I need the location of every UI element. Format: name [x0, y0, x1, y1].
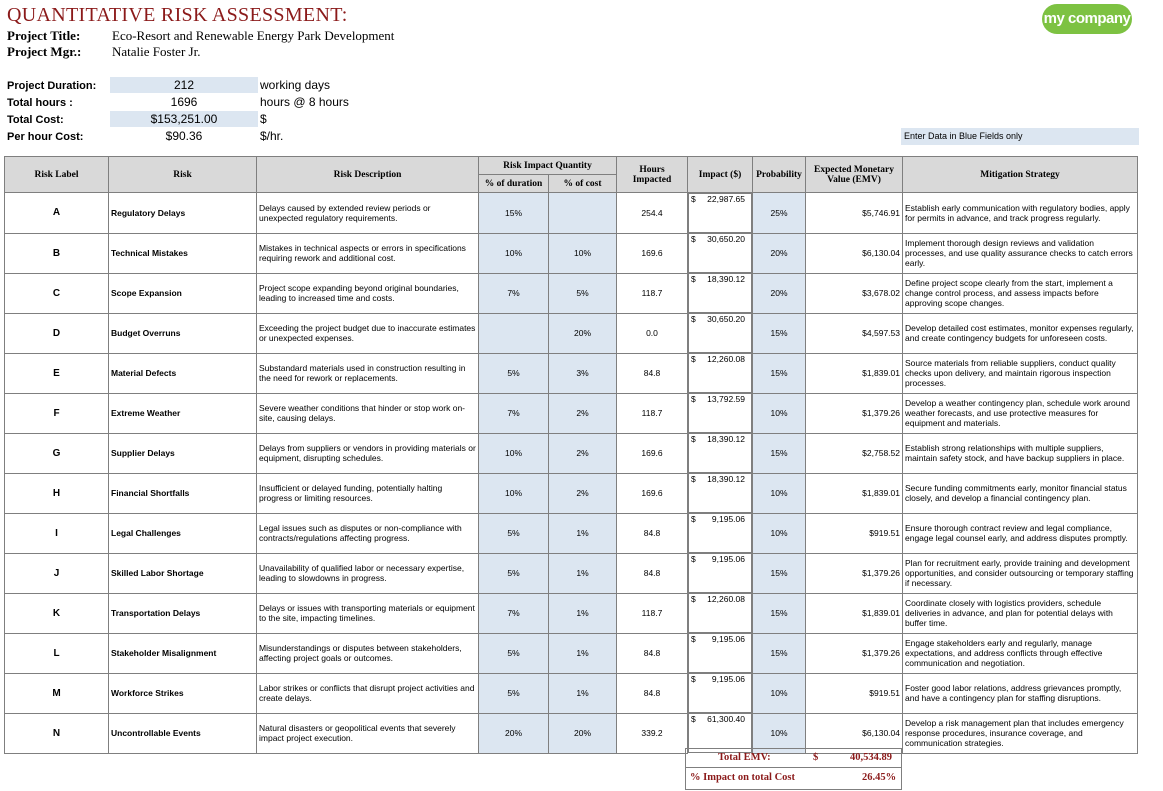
hours-impacted-cell: 254.4	[617, 193, 688, 234]
header-impact: Impact ($)	[688, 157, 753, 193]
total-emv-label: Total EMV:	[718, 752, 771, 763]
mitigation-cell: Develop a risk management plan that includes emergency response procedures, insurance coverage, and communication strategies.	[903, 713, 1138, 753]
probability-input[interactable]: 10%	[753, 473, 806, 513]
impact-value: 22,987.65	[707, 194, 745, 204]
table-row	[5, 353, 1138, 393]
pct-duration-input[interactable]: 7%	[479, 273, 549, 313]
hours-value: 1696	[170, 95, 198, 109]
risk-label-cell: N	[5, 713, 109, 753]
impact-cell	[688, 393, 752, 433]
pct-duration-input[interactable]: 7%	[479, 393, 549, 433]
emv-cell: $1,839.01	[806, 593, 903, 633]
risk-label-cell: C	[5, 273, 109, 313]
impact-value: 30,650.20	[707, 314, 745, 324]
emv-cell: $1,839.01	[806, 473, 903, 513]
impact-cell	[688, 633, 752, 673]
pct-duration-input[interactable]: 5%	[479, 353, 549, 393]
risk-description-cell: Misunderstandings or disputes between stakeholders, affecting project goals or outcomes.	[257, 633, 479, 673]
risk-label-cell: H	[5, 473, 109, 513]
blue-fields-note: Enter Data in Blue Fields only	[901, 128, 1139, 145]
risk-label-cell: F	[5, 393, 109, 433]
pct-duration-input[interactable]: 5%	[479, 633, 549, 673]
table-row	[5, 313, 1138, 353]
pct-cost-input[interactable]: 5%	[549, 273, 617, 313]
pct-cost-input[interactable]: 2%	[549, 393, 617, 433]
probability-input[interactable]: 20%	[753, 233, 806, 273]
risk-description-cell: Insufficient or delayed funding, potentially halting progress or limiting resources.	[257, 473, 479, 513]
header-hours-impacted: Hours Impacted	[617, 157, 688, 193]
risk-label-cell: I	[5, 513, 109, 553]
table-row	[5, 633, 1138, 673]
risk-name-cell: Uncontrollable Events	[109, 713, 257, 753]
currency-symbol: $	[691, 514, 696, 524]
impact-cell	[688, 273, 752, 313]
logo-text: my company	[1043, 10, 1131, 27]
risk-name-cell: Supplier Delays	[109, 433, 257, 473]
currency-symbol: $	[691, 714, 696, 724]
hours-unit: hours @ 8 hours	[260, 95, 349, 109]
emv-cell: $2,758.52	[806, 433, 903, 473]
hours-impacted-cell: 84.8	[617, 513, 688, 553]
impact-value: 18,390.12	[707, 474, 745, 484]
table-row	[5, 553, 1138, 593]
risk-label-cell: A	[5, 193, 109, 234]
mitigation-cell: Develop detailed cost estimates, monitor expenses regularly, and create contingency budgets for unforeseen costs.	[903, 313, 1138, 353]
risk-description-cell: Project scope expanding beyond original boundaries, leading to increased time and costs.	[257, 273, 479, 313]
impact-cell	[688, 313, 752, 353]
table-row	[5, 273, 1138, 313]
hours-impacted-cell: 118.7	[617, 593, 688, 633]
emv-cell: $1,379.26	[806, 393, 903, 433]
header-mitigation: Mitigation Strategy	[903, 157, 1138, 193]
project-mgr-label: Project Mgr.:	[7, 44, 82, 59]
risk-name-cell: Technical Mistakes	[109, 233, 257, 273]
per-hour-label: Per hour Cost:	[7, 131, 84, 143]
header-pct-duration: % of duration	[479, 175, 549, 193]
risk-name-cell: Transportation Delays	[109, 593, 257, 633]
pct-cost-input[interactable]: 2%	[549, 473, 617, 513]
probability-input[interactable]: 15%	[753, 593, 806, 633]
mitigation-cell: Engage stakeholders early and regularly, manage expectations, and address conflicts through effective communication and negotiation.	[903, 633, 1138, 673]
impact-value: 12,260.08	[707, 354, 745, 364]
totals-divider	[685, 767, 902, 768]
risk-description-cell: Mistakes in technical aspects or errors in specifications requiring rework and additional cost.	[257, 233, 479, 273]
impact-cell	[688, 553, 752, 593]
impact-cell	[688, 673, 752, 713]
table-row	[5, 433, 1138, 473]
header-probability: Probability	[753, 157, 806, 193]
duration-label: Project Duration:	[7, 80, 97, 92]
table-row	[5, 513, 1138, 553]
risk-description-cell: Legal issues such as disputes or non-compliance with contracts/regulations affecting progress.	[257, 513, 479, 553]
risk-label-cell: E	[5, 353, 109, 393]
impact-value: 9,195.06	[711, 634, 745, 644]
emv-cell: $3,678.02	[806, 273, 903, 313]
header-risk-description: Risk Description	[257, 157, 479, 193]
table-row	[5, 233, 1138, 273]
risk-description-cell: Labor strikes or conflicts that disrupt project activities and create delays.	[257, 673, 479, 713]
emv-cell: $6,130.04	[806, 233, 903, 273]
hours-impacted-cell: 118.7	[617, 393, 688, 433]
mitigation-cell: Develop a weather contingency plan, schedule work around weather forecasts, and use protective measures for equipment and materials.	[903, 393, 1138, 433]
pct-cost-input[interactable]: 1%	[549, 553, 617, 593]
pct-duration-input[interactable]: 5%	[479, 673, 549, 713]
pct-cost-input[interactable]: 1%	[549, 513, 617, 553]
currency-symbol: $	[691, 194, 696, 204]
mitigation-cell: Ensure thorough contract review and legal compliance, engage legal counsel early, and address disputes promptly.	[903, 513, 1138, 553]
pct-duration-input[interactable]: 7%	[479, 593, 549, 633]
total-emv-value: 40,534.89	[850, 752, 892, 763]
pct-cost-input[interactable]: 20%	[549, 313, 617, 353]
impact-value: 18,390.12	[707, 274, 745, 284]
impact-value: 13,792.59	[707, 394, 745, 404]
risk-description-cell: Unavailability of qualified labor or necessary expertise, leading to slowdowns in progress.	[257, 553, 479, 593]
mitigation-cell: Plan for recruitment early, provide training and development opportunities, and consider outsourcing or temporary staffing if necessary.	[903, 553, 1138, 593]
per-hour-value: $90.36	[165, 129, 203, 143]
probability-input[interactable]: 15%	[753, 553, 806, 593]
risk-name-cell: Scope Expansion	[109, 273, 257, 313]
hours-impacted-cell: 169.6	[617, 433, 688, 473]
risk-label-cell: L	[5, 633, 109, 673]
mitigation-cell: Source materials from reliable suppliers, conduct quality checks upon delivery, and maintain rigorous inspection processes.	[903, 353, 1138, 393]
risk-description-cell: Severe weather conditions that hinder or stop work on-site, causing delays.	[257, 393, 479, 433]
mitigation-cell: Establish strong relationships with multiple suppliers, maintain safety stock, and have backup suppliers in place.	[903, 433, 1138, 473]
impact-cell	[688, 713, 752, 753]
hours-impacted-cell: 339.2	[617, 713, 688, 753]
probability-input[interactable]: 15%	[753, 313, 806, 353]
header-pct-cost: % of cost	[549, 175, 617, 193]
risk-label-cell: D	[5, 313, 109, 353]
emv-cell: $5,746.91	[806, 193, 903, 234]
cost-input[interactable]: $153,251.00	[110, 111, 258, 127]
header-impact-quantity: Risk Impact Quantity	[479, 157, 617, 175]
per-hour-unit: $/hr.	[260, 129, 284, 143]
currency-symbol: $	[691, 594, 696, 604]
probability-input[interactable]: 20%	[753, 273, 806, 313]
risk-label-cell: B	[5, 233, 109, 273]
currency-symbol: $	[691, 554, 696, 564]
pct-duration-input[interactable]: 5%	[479, 513, 549, 553]
risk-name-cell: Stakeholder Misalignment	[109, 633, 257, 673]
impact-value: 12,260.08	[707, 594, 745, 604]
currency-symbol: $	[691, 434, 696, 444]
probability-input[interactable]: 10%	[753, 513, 806, 553]
probability-input[interactable]: 15%	[753, 353, 806, 393]
cost-label: Total Cost:	[7, 114, 64, 126]
risk-name-cell: Legal Challenges	[109, 513, 257, 553]
pct-cost-input[interactable]: 20%	[549, 713, 617, 753]
table-row	[5, 713, 1138, 753]
mitigation-cell: Define project scope clearly from the start, implement a change control process, and assess impacts before approving scope changes.	[903, 273, 1138, 313]
risk-label-cell: K	[5, 593, 109, 633]
currency-symbol: $	[691, 474, 696, 484]
pct-cost-input[interactable]: 1%	[549, 633, 617, 673]
total-emv-symbol: $	[813, 752, 819, 763]
risk-label-cell: J	[5, 553, 109, 593]
currency-symbol: $	[691, 634, 696, 644]
risk-table-body	[5, 193, 1138, 754]
currency-symbol: $	[691, 394, 696, 404]
risk-name-cell: Budget Overruns	[109, 313, 257, 353]
pct-duration-input[interactable]: 5%	[479, 553, 549, 593]
risk-description-cell: Delays from suppliers or vendors in providing materials or equipment, disrupting schedules.	[257, 433, 479, 473]
hours-impacted-cell: 169.6	[617, 473, 688, 513]
pct-cost-input[interactable]: 2%	[549, 433, 617, 473]
duration-input[interactable]: 212	[110, 77, 258, 93]
table-row	[5, 393, 1138, 433]
page-title: QUANTITATIVE RISK ASSESSMENT:	[7, 4, 348, 26]
risk-label-cell: M	[5, 673, 109, 713]
risk-name-cell: Regulatory Delays	[109, 193, 257, 234]
header-risk: Risk	[109, 157, 257, 193]
emv-cell: $919.51	[806, 673, 903, 713]
currency-symbol: $	[691, 234, 696, 244]
impact-value: 18,390.12	[707, 434, 745, 444]
mitigation-cell: Foster good labor relations, address grievances promptly, and have a contingency plan for staffing disruptions.	[903, 673, 1138, 713]
impact-value: 61,300.40	[707, 714, 745, 724]
mitigation-cell: Coordinate closely with logistics providers, schedule deliveries in advance, and plan for potential delays with buffer time.	[903, 593, 1138, 633]
table-row	[5, 473, 1138, 513]
currency-symbol: $	[691, 314, 696, 324]
hours-impacted-cell: 0.0	[617, 313, 688, 353]
table-row	[5, 193, 1138, 234]
probability-input[interactable]: 10%	[753, 713, 806, 753]
risk-name-cell: Skilled Labor Shortage	[109, 553, 257, 593]
emv-cell: $4,597.53	[806, 313, 903, 353]
risk-description-cell: Natural disasters or geopolitical events that severely impact project execution.	[257, 713, 479, 753]
emv-cell: $1,379.26	[806, 633, 903, 673]
pct-impact-label: % Impact on total Cost	[690, 772, 795, 783]
impact-value: 30,650.20	[707, 234, 745, 244]
table-row	[5, 673, 1138, 713]
pct-cost-input[interactable]: 3%	[549, 353, 617, 393]
emv-cell: $1,839.01	[806, 353, 903, 393]
probability-input[interactable]: 10%	[753, 673, 806, 713]
impact-cell	[688, 353, 752, 393]
impact-cell	[688, 433, 752, 473]
pct-cost-input[interactable]: 10%	[549, 233, 617, 273]
pct-cost-input[interactable]: 1%	[549, 593, 617, 633]
risk-description-cell: Substandard materials used in construction resulting in the need for rework or replacements.	[257, 353, 479, 393]
impact-cell	[688, 233, 752, 273]
header-risk-label: Risk Label	[5, 157, 109, 193]
probability-input[interactable]: 15%	[753, 633, 806, 673]
project-mgr-value: Natalie Foster Jr.	[112, 44, 201, 59]
risk-name-cell: Extreme Weather	[109, 393, 257, 433]
hours-impacted-cell: 84.8	[617, 633, 688, 673]
hours-impacted-cell: 118.7	[617, 273, 688, 313]
mitigation-cell: Establish early communication with regulatory bodies, apply for permits in advance, and track progress regularly.	[903, 193, 1138, 234]
cost-unit: $	[260, 112, 267, 126]
project-title-value: Eco-Resort and Renewable Energy Park Development	[112, 28, 395, 43]
pct-duration-input[interactable]: 10%	[479, 473, 549, 513]
hours-impacted-cell: 84.8	[617, 553, 688, 593]
risk-name-cell: Workforce Strikes	[109, 673, 257, 713]
currency-symbol: $	[691, 274, 696, 284]
risk-description-cell: Exceeding the project budget due to inaccurate estimates or unexpected expenses.	[257, 313, 479, 353]
risk-label-cell: G	[5, 433, 109, 473]
mitigation-cell: Secure funding commitments early, monitor financial status closely, and develop a financial contingency plan.	[903, 473, 1138, 513]
pct-duration-input[interactable]	[479, 313, 549, 353]
risk-description-cell: Delays or issues with transporting materials or equipment to the site, impacting timelines.	[257, 593, 479, 633]
impact-cell	[688, 513, 752, 553]
probability-input[interactable]: 10%	[753, 393, 806, 433]
risk-description-cell: Delays caused by extended review periods or unexpected regulatory requirements.	[257, 193, 479, 234]
hours-impacted-cell: 84.8	[617, 673, 688, 713]
impact-value: 9,195.06	[711, 554, 745, 564]
risk-name-cell: Financial Shortfalls	[109, 473, 257, 513]
pct-impact-value: 26.45%	[862, 772, 897, 783]
pct-duration-input[interactable]: 10%	[479, 433, 549, 473]
pct-duration-input[interactable]: 10%	[479, 233, 549, 273]
impact-cell	[688, 593, 752, 633]
pct-duration-input[interactable]: 20%	[479, 713, 549, 753]
risk-table	[4, 156, 1138, 754]
project-title-label: Project Title:	[7, 28, 81, 43]
duration-unit: working days	[260, 78, 331, 92]
emv-cell: $919.51	[806, 513, 903, 553]
hours-impacted-cell: 169.6	[617, 233, 688, 273]
hours-label: Total hours :	[7, 97, 73, 109]
currency-symbol: $	[691, 354, 696, 364]
impact-value: 9,195.06	[711, 674, 745, 684]
header-emv: Expected Monetary Value (EMV)	[806, 157, 903, 193]
emv-cell: $1,379.26	[806, 553, 903, 593]
hours-impacted-cell: 84.8	[617, 353, 688, 393]
impact-cell	[688, 193, 752, 233]
probability-input[interactable]: 25%	[753, 193, 806, 234]
mitigation-cell: Implement thorough design reviews and validation processes, and use quality assurance checks to catch errors early.	[903, 233, 1138, 273]
probability-input[interactable]: 15%	[753, 433, 806, 473]
impact-cell	[688, 473, 752, 513]
pct-cost-input[interactable]: 1%	[549, 673, 617, 713]
emv-cell: $6,130.04	[806, 713, 903, 753]
risk-name-cell: Material Defects	[109, 353, 257, 393]
company-logo	[1042, 4, 1132, 34]
currency-symbol: $	[691, 674, 696, 684]
impact-value: 9,195.06	[711, 514, 745, 524]
table-row	[5, 593, 1138, 633]
pct-duration-input[interactable]: 15%	[479, 193, 549, 234]
pct-cost-input[interactable]	[549, 193, 617, 234]
